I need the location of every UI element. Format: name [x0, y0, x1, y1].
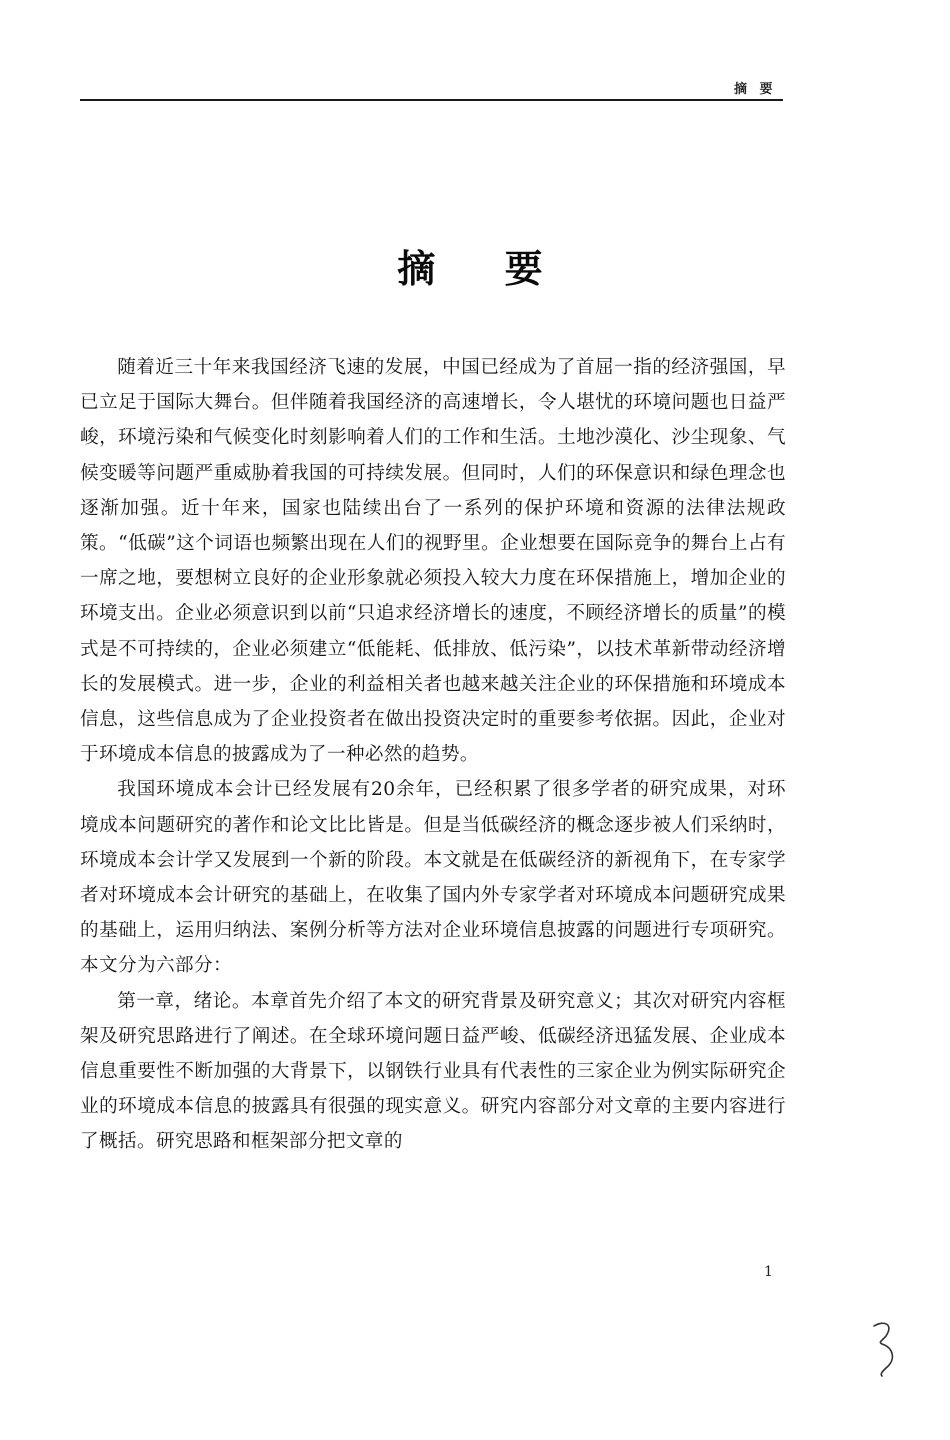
running-header: 摘 要	[734, 82, 777, 97]
page-number: 1	[764, 1264, 773, 1280]
paragraph: 随着近三十年来我国经济飞速的发展，中国已经成为了首屈一指的经济强国，早已立足于国际大舞台。但伴随着我国经济的高速增长，令人堪忧的环境问题也日益严峻，环境污染和气候变化时刻影响着人们的工作和生活。土地沙漠化、沙尘现象、气候变暖等问题严重威胁着我国的可持续发展。但同时，人们的环保意识和绿色理念也逐渐加强。近十年来，国家也陆续出台了一系列的保护环境和资源的法律法规政策。“低碳”这个词语也频繁出现在人们的视野里。企业想要在国际竞争的舞台上占有一席之地，要想树立良好的企业形象就必须投入较大力度在环保措施上，增加企业的环境支出。企业必须意识到以前“只追求经济增长的速度，不顾经济增长的质量”的模式是不可持续的，企业必须建立“低能耗、低排放、低污染”，以技术革新带动经济增长的发展模式。进一步，企业的利益相关者也越来越关注企业的环保措施和环境成本信息，这些信息成为了企业投资者在做出投资决定时的重要参考依据。因此，企业对于环境成本信息的披露成为了一种必然的趋势。	[80, 357, 786, 766]
paragraph: 我国环境成本会计已经发展有20余年，已经积累了很多学者的研究成果，对环境成本问题研究的著作和论文比比皆是。但是当低碳经济的概念逐步被人们采纳时，环境成本会计学又发展到一个新的阶段。本文就是在低碳经济的新视角下，在专家学者对环境成本会计研究的基础上，在收集了国内外专家学者对环境成本问题研究成果的基础上，运用归纳法、案例分析等方法对企业环境信息披露的问题进行专项研究。本文分为六部分：	[80, 779, 786, 977]
header-rule	[80, 99, 783, 101]
page-title: 摘 要	[397, 246, 571, 291]
paragraph: 第一章，绪论。本章首先介绍了本文的研究背景及研究意义；其次对研究内容框架及研究思路进行了阐述。在全球环境问题日益严峻、低碳经济迅猛发展、企业成本信息重要性不断加强的大背景下，以钢铁行业具有代表性的三家企业为例实际研究企业的环境成本信息的披露具有很强的现实意义。研究内容部分对文章的主要内容进行了概括。研究思路和框架部分把文章的	[80, 990, 786, 1153]
abstract-body	[80, 350, 786, 1160]
handwritten-three-mark	[868, 1318, 908, 1378]
